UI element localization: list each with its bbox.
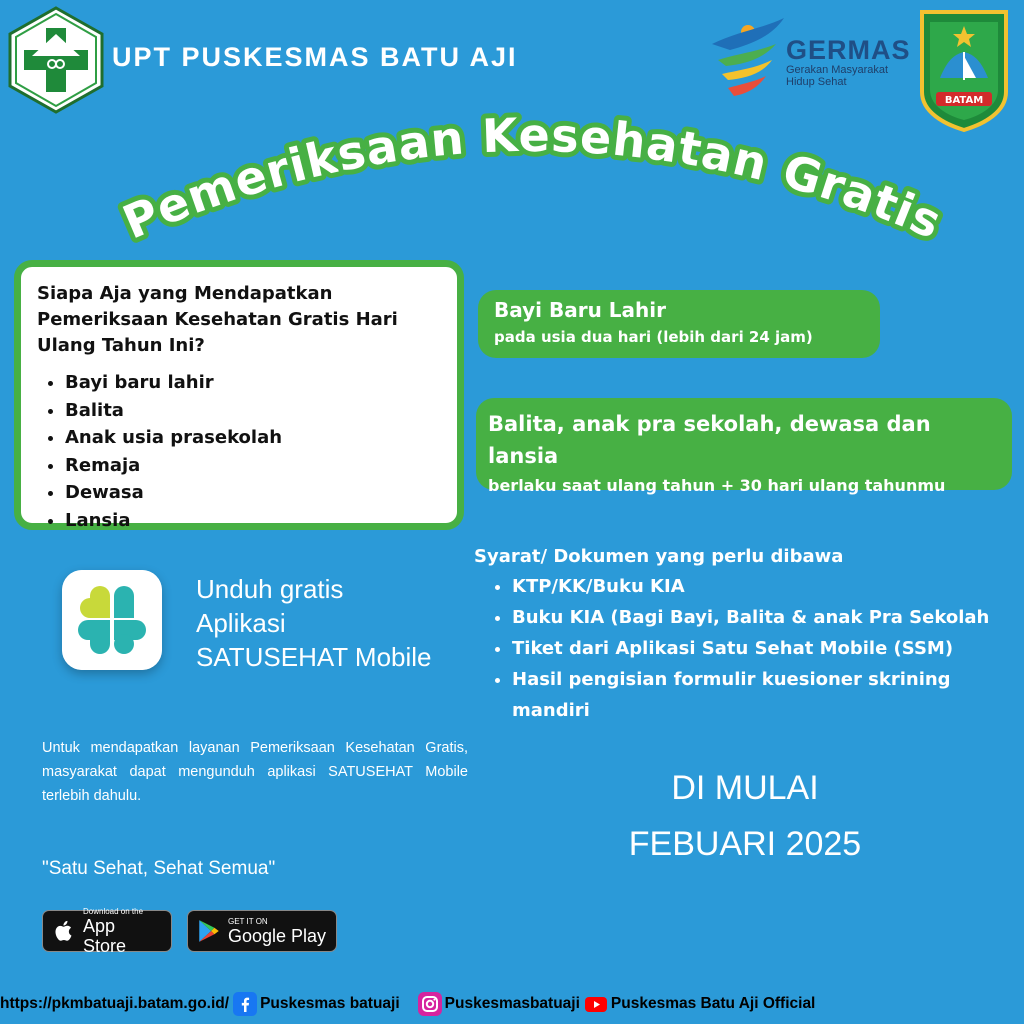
download-line3: SATUSEHAT Mobile [196,642,432,672]
description: Untuk mendapatkan layanan Pemeriksaan Kesehatan Gratis, masyarakat dapat mengunduh aplikasi SATUSEHAT Mobile terlebih dahulu. [42,740,468,804]
list-item: • Hasil pengisian formulir kuesioner skrining mandiri [512,664,1019,726]
slogan: "Satu Sehat, Sehat Semua" [42,858,276,879]
list-item: • Anak usia prasekolah [65,424,441,452]
svg-text:Pemeriksaan Kesehatan Gratis [115,108,950,250]
list-item: • Balita [65,397,441,425]
download-line2: Aplikasi [196,608,286,638]
google-badge-small: GET IT ON [228,916,268,926]
instagram-icon [418,992,442,1016]
newborn-heading: Bayi Baru Lahir [494,298,666,322]
germas-sub1: Gerakan Masyarakat [786,64,889,76]
others-heading: Balita, anak pra sekolah, dewasa dan lansia [488,412,931,468]
footer [0,984,1024,1024]
youtube-link[interactable]: Puskesmas Batu Aji Official [610,995,816,1012]
list-item: • Dewasa [65,479,441,507]
requirements-heading: Syarat/ Dokumen yang perlu dibawa [474,546,844,567]
germas-sub2: Hidup Sehat [786,76,847,88]
satusehat-app-icon [62,570,162,670]
apple-badge-small: Download on the [82,906,144,916]
main-title: Pemeriksaan Kesehatan Gratis [115,107,950,250]
google-play-icon [196,918,222,944]
download-line1: Unduh gratis [196,574,344,604]
facebook-link[interactable]: Puskesmas batuaji [260,995,400,1012]
list-item: • Remaja [65,452,441,480]
newborn-pill [478,290,880,358]
list-item: • Bayi baru lahir [65,369,441,397]
requirements-list [474,571,1019,726]
website-link[interactable]: https://pkmbatuaji.batam.go.id/ [0,995,230,1012]
youtube-icon [584,992,608,1016]
others-detail: berlaku saat ulang tahun + 30 hari ulang tahunmu [488,476,946,495]
title-banner [110,86,950,256]
apple-icon [51,918,77,944]
list-item: • Tiket dari Aplikasi Satu Sehat Mobile (SSM) [512,633,1019,664]
app-store-badge[interactable] [42,906,172,956]
list-item: • Lansia [65,507,441,535]
list-item: • KTP/KK/Buku KIA [512,571,1019,602]
requirements-section [474,543,1019,726]
list-item: • Buku KIA (Bagi Bayi, Balita & anak Pra Sekolah [512,602,1019,633]
eligibility-list [37,369,441,534]
others-pill [476,398,1012,495]
start-date [600,760,890,872]
apple-badge-big: App Store [82,915,127,956]
start-line1: DI MULAI [671,769,819,807]
organization-name: UPT PUSKESMAS BATU AJI [112,42,518,72]
start-line2: FEBUARI 2025 [628,825,862,863]
puskesmas-logo [8,6,104,114]
germas-text [786,36,911,88]
germas-title: GERMAS [786,35,911,65]
google-play-badge[interactable] [187,910,337,952]
eligibility-card [14,260,464,530]
download-text [196,572,432,674]
newborn-detail: pada usia dua hari (lebih dari 24 jam) [494,328,813,346]
google-badge-big: Google Play [228,925,327,946]
instagram-link[interactable]: Puskesmasbatuaji [444,995,580,1012]
batam-label: BATAM [944,95,984,106]
eligibility-question: Siapa Aja yang Mendapatkan Pemeriksaan Kesehatan Gratis Hari Ulang Tahun Ini? [37,283,398,356]
facebook-icon [233,992,257,1016]
